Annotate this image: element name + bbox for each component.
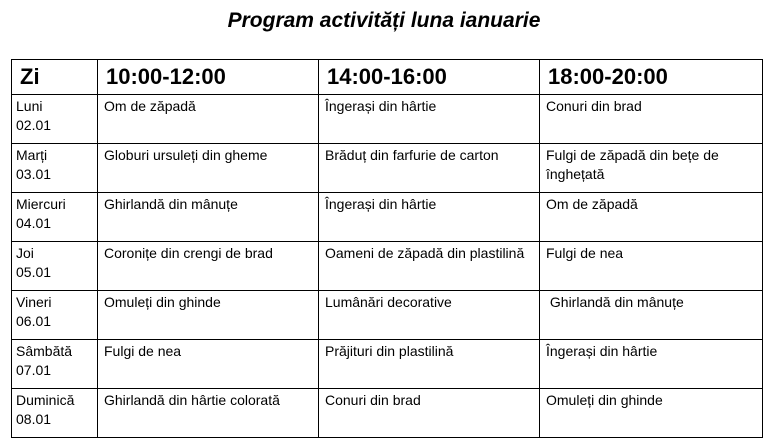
header-day: Zi <box>12 60 98 95</box>
header-slot-evening: 18:00-20:00 <box>540 60 763 95</box>
activity-cell: Conuri din brad <box>319 389 540 438</box>
day-date: 05.01 <box>16 264 52 280</box>
table-row <box>12 144 763 193</box>
day-date: 08.01 <box>16 411 52 427</box>
day-date: 02.01 <box>16 117 52 133</box>
activity-cell: Omuleți din ghinde <box>98 291 319 340</box>
activity-cell: Prăjituri din plastilină <box>319 340 540 389</box>
activity-cell: Ghirlandă din hârtie colorată <box>98 389 319 438</box>
day-cell <box>12 340 98 389</box>
day-cell <box>12 389 98 438</box>
day-name: Luni <box>16 98 43 114</box>
activity-cell: Lumânări decorative <box>319 291 540 340</box>
table-row <box>12 95 763 144</box>
day-date: 04.01 <box>16 215 52 231</box>
header-slot-morning: 10:00-12:00 <box>98 60 319 95</box>
activity-cell: Brăduț din farfurie de carton <box>319 144 540 193</box>
activity-cell: Ghirlandă din mânuțe <box>98 193 319 242</box>
day-name: Duminică <box>16 392 75 408</box>
activity-cell: Coronițe din crengi de brad <box>98 242 319 291</box>
day-cell <box>12 242 98 291</box>
activity-cell: Îngerași din hârtie <box>319 193 540 242</box>
day-date: 03.01 <box>16 166 52 182</box>
table-row <box>12 291 763 340</box>
day-name: Miercuri <box>16 196 66 212</box>
day-cell <box>12 144 98 193</box>
activity-cell: Om de zăpadă <box>98 95 319 144</box>
table-row <box>12 340 763 389</box>
schedule-table <box>11 59 763 438</box>
activity-cell: Conuri din brad <box>540 95 763 144</box>
day-name: Joi <box>16 245 34 261</box>
day-name: Sâmbătă <box>16 343 73 359</box>
activity-cell: Ghirlandă din mânuțe <box>540 291 763 340</box>
day-date: 07.01 <box>16 362 52 378</box>
activity-cell: Fulgi de zăpadă din bețe de înghețată <box>540 144 763 193</box>
day-name: Marți <box>16 147 48 163</box>
activity-cell: Fulgi de nea <box>540 242 763 291</box>
activity-cell: Îngerași din hârtie <box>319 95 540 144</box>
header-row <box>12 60 763 95</box>
activity-cell: Globuri ursuleți din gheme <box>98 144 319 193</box>
page-title: Program activități luna ianuarie <box>227 9 541 32</box>
activity-cell: Oameni de zăpadă din plastilină <box>319 242 540 291</box>
activity-cell: Om de zăpadă <box>540 193 763 242</box>
activity-cell: Îngerași din hârtie <box>540 340 763 389</box>
day-cell <box>12 193 98 242</box>
header-slot-afternoon: 14:00-16:00 <box>319 60 540 95</box>
table-row <box>12 193 763 242</box>
activity-cell: Fulgi de nea <box>98 340 319 389</box>
day-cell <box>12 95 98 144</box>
table-row <box>12 242 763 291</box>
day-name: Vineri <box>16 294 52 310</box>
day-date: 06.01 <box>16 313 52 329</box>
table-row <box>12 389 763 438</box>
day-cell <box>12 291 98 340</box>
activity-cell: Omuleți din ghinde <box>540 389 763 438</box>
